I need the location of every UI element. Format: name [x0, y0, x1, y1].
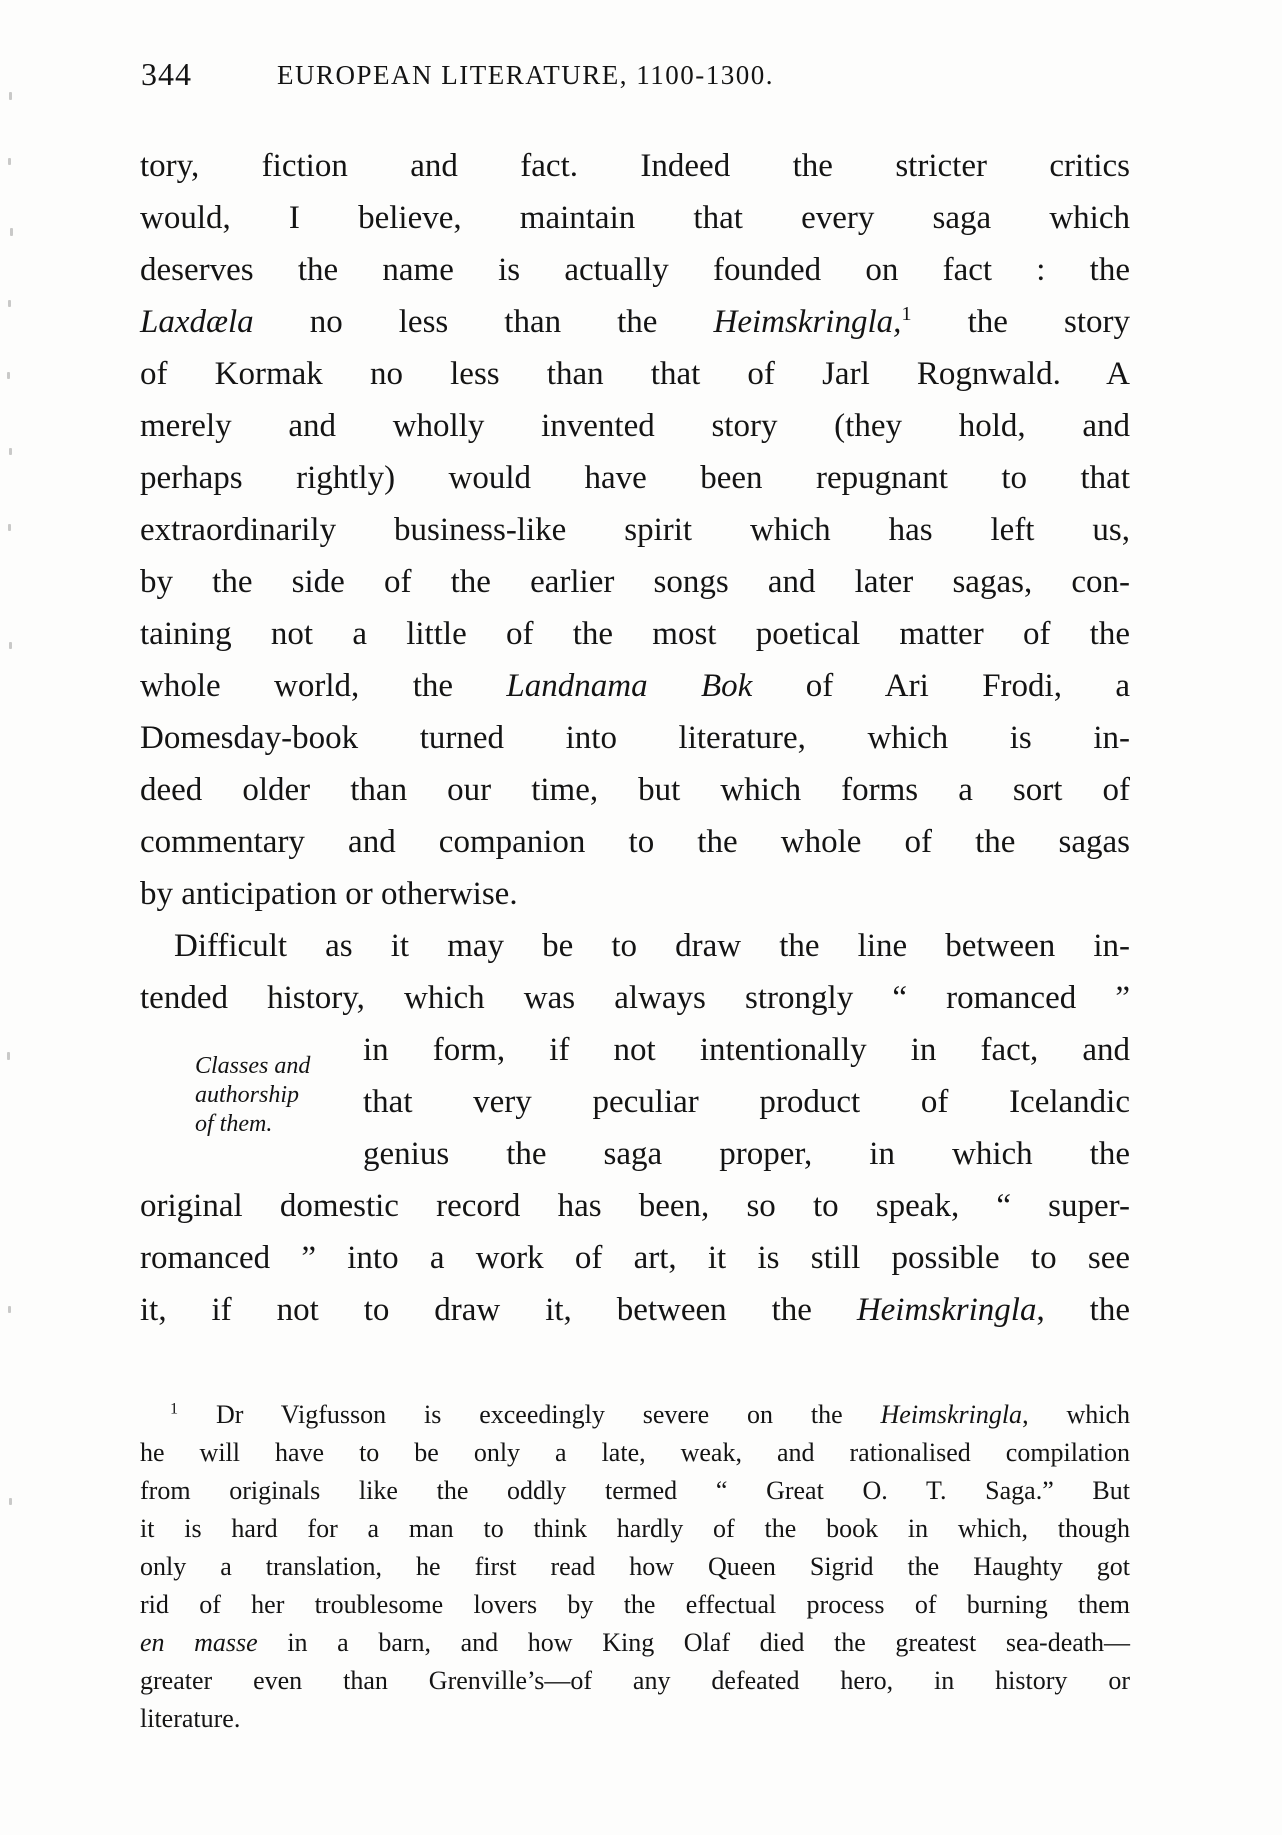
text-line: deserves the name is actually founded on fact : the [140, 252, 1130, 288]
text-line: commentary and companion to the whole of the sagas [140, 824, 1130, 860]
text-line: of them. [195, 1111, 273, 1137]
text-line: romanced ” into a work of art, it is still possible to see [140, 1240, 1130, 1276]
text-line: by the side of the earlier songs and later sagas, con- [140, 564, 1130, 600]
text-line: tended history, which was always strongly “ romanced ” [140, 980, 1130, 1016]
scan-artifact [8, 524, 11, 531]
text-line: only a translation, he first read how Queen Sigrid the Haughty got [140, 1552, 1130, 1581]
text-line: it, if not to draw it, between the Heimskringla, the [140, 1292, 1130, 1328]
body-text [140, 140, 1130, 1336]
text-line: deed older than our time, but which forms a sort of [140, 772, 1130, 808]
scan-artifact [9, 448, 12, 455]
margin-sidenote [195, 1052, 360, 1139]
scan-artifact [7, 372, 10, 379]
scan-artifact [8, 1306, 11, 1313]
text-line: Domesday-book turned into literature, which is in- [140, 720, 1130, 756]
text-line: he will have to be only a late, weak, and rationalised compilation [140, 1438, 1130, 1467]
scan-artifact [9, 1498, 12, 1505]
text-line: that very peculiar product of Icelandic [363, 1084, 1130, 1120]
text-line: from originals like the oddly termed “ Great O. T. Saga.” But [140, 1476, 1130, 1505]
text-line: literature. [140, 1704, 241, 1733]
text-line: genius the saga proper, in which the [363, 1136, 1130, 1172]
text-line: original domestic record has been, so to speak, “ super- [140, 1188, 1130, 1224]
scan-artifact [9, 92, 12, 100]
text-line: Laxdæla no less than the Heimskringla,$^1$ the story [140, 303, 1130, 340]
text-line: taining not a little of the most poetical matter of the [140, 616, 1130, 652]
text-line: by anticipation or otherwise. [140, 876, 518, 912]
text-line: authorship [195, 1082, 300, 1108]
text-line: $^1$ Dr Vigfusson is exceedingly severe on the Heimskringla, which [170, 1400, 1130, 1429]
page-number: 344 [141, 56, 192, 92]
scan-artifact [8, 300, 11, 307]
text-line: tory, fiction and fact. Indeed the stricter critics [140, 148, 1130, 184]
text-line: Difficult as it may be to draw the line between in- [174, 928, 1130, 964]
text-line: perhaps rightly) would have been repugnant to that [140, 460, 1130, 496]
scan-artifact [10, 228, 13, 236]
text-line: Classes and [195, 1053, 311, 1079]
text-line: it is hard for a man to think hardly of the book in which, though [140, 1514, 1130, 1543]
scan-artifact [7, 1052, 10, 1060]
text-line: whole world, the Landnama Bok of Ari Frodi, a [140, 668, 1131, 704]
text-line: en masse in a barn, and how King Olaf died the greatest sea-death— [140, 1628, 1131, 1657]
text-line: extraordinarily business-like spirit which has left us, [140, 512, 1130, 548]
text-line: rid of her troublesome lovers by the effectual process of burning them [140, 1590, 1130, 1619]
text-line: greater even than Grenville’s—of any defeated hero, in history or [140, 1666, 1130, 1695]
text-line: would, I believe, maintain that every saga which [140, 200, 1130, 236]
scan-artifact [8, 158, 11, 165]
text-line: merely and wholly invented story (they hold, and [140, 408, 1130, 444]
text-line: in form, if not intentionally in fact, and [363, 1032, 1130, 1068]
running-header-title: EUROPEAN LITERATURE, 1100-1300. [277, 60, 774, 90]
text-line: of Kormak no less than that of Jarl Rognwald. A [140, 356, 1130, 392]
footnote-block [140, 1396, 1130, 1738]
scan-artifact [9, 642, 12, 649]
